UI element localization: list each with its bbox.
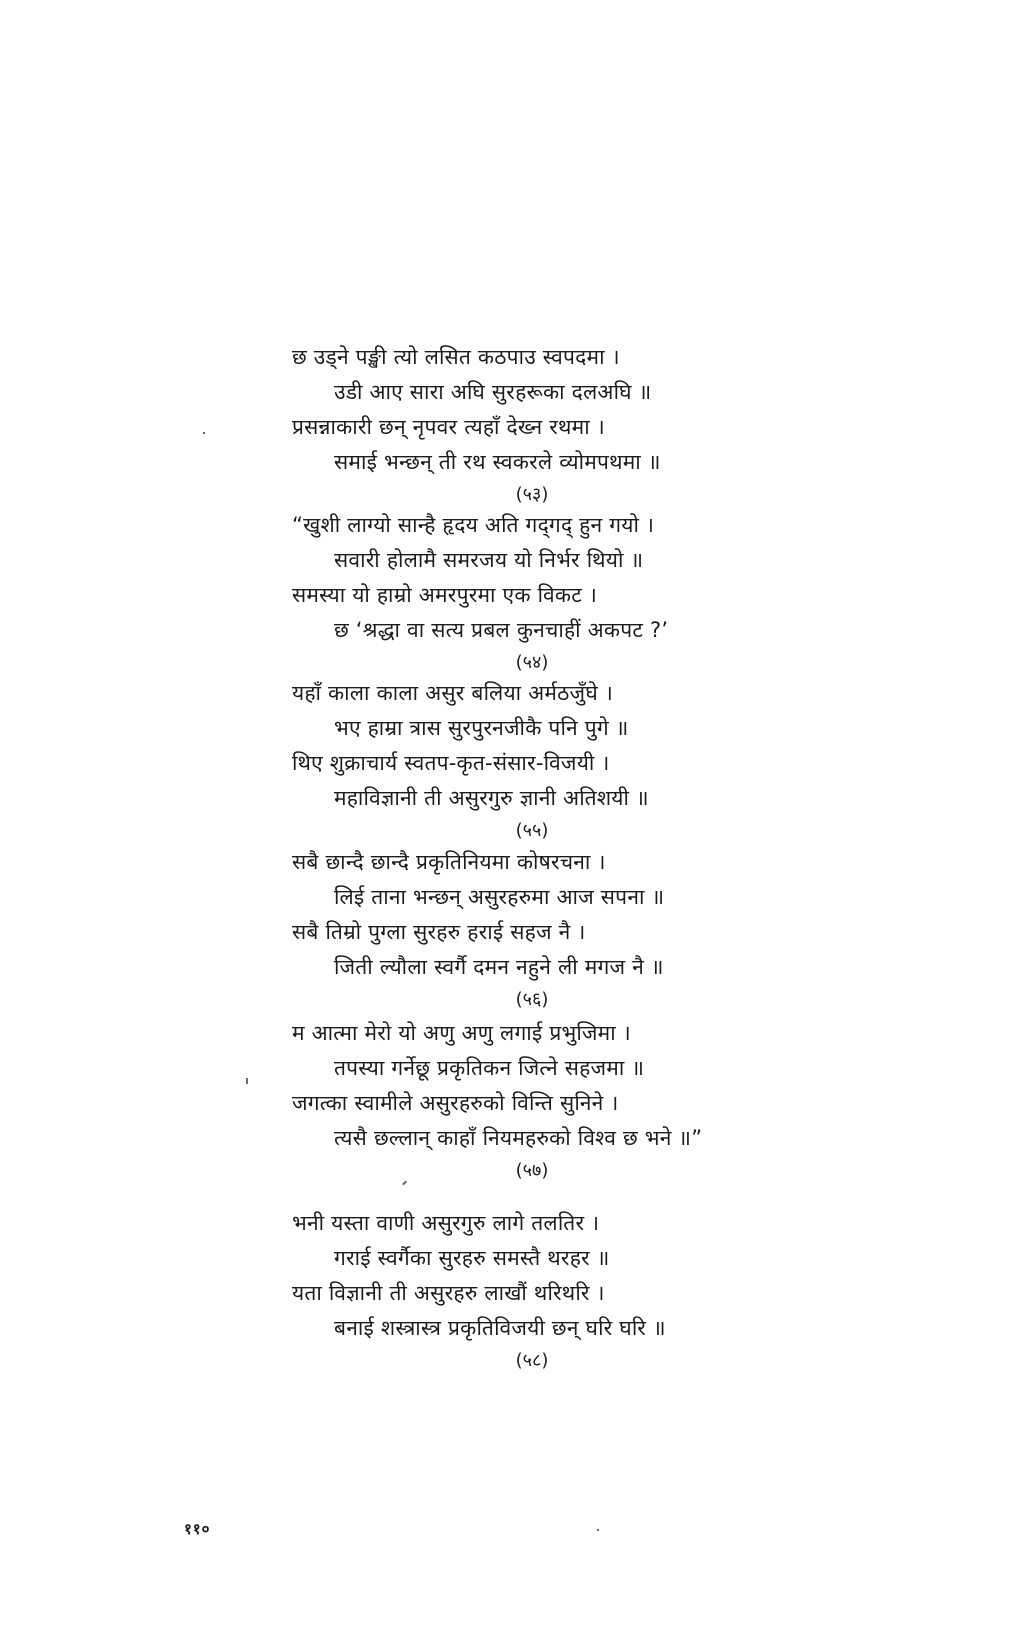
verse-line: सबै तिम्रो पुग्ला सुरहरु हराई सहज नै । [292,920,586,944]
scan-speck [246,1078,248,1084]
verse-line: महाविज्ञानी ती असुरगुरु ज्ञानी अतिशयी ॥ [334,786,649,810]
verse-line: तपस्या गर्नेछू प्रकृतिकन जित्ने सहजमा ॥ [334,1056,645,1080]
verse-line: त्यसै छल्लान् काहाँ नियमहरुको विश्व छ भने ॥” [334,1126,703,1150]
verse-line: भनी यस्ता वाणी असुरगुरु लागे तलतिर । [292,1211,600,1235]
verse-line: समाई भन्छन् ती रथ स्वकरले व्योमपथमा ॥ [334,450,661,474]
verse-line: सवारी होलामै समरजय यो निर्भर थियो ॥ [334,548,644,572]
verse-line: म आत्मा मेरो यो अणु अणु लगाई प्रभुजिमा । [292,1021,631,1045]
verse-line: सबै छान्दै छान्दै प्रकृतिनियमा कोषरचना । [292,850,606,874]
verse-line: उडी आए सारा अघि सुरहरूका दलअघि ॥ [334,380,652,404]
verse-number: (५८) [515,1350,549,1371]
scan-speck [597,1529,599,1531]
verse-number: (५५) [515,820,549,841]
verse-line: छ ‘श्रद्धा वा सत्य प्रबल कुनचाहीं अकपट ?’ [334,618,669,642]
verse-line: थिए शुक्राचार्य स्वतप-कृत-संसार-विजयी । [292,751,610,775]
verse-line: यहाँ काला काला असुर बलिया अर्मठजुँघे । [292,681,613,705]
verse-line: लिई ताना भन्छन् असुरहरुमा आज सपना ॥ [334,885,665,909]
verse-54 [292,508,812,678]
page-number: ११० [184,1520,211,1538]
verse-line: जगत्का स्वामीले असुरहरुको विन्ति सुनिने । [292,1091,619,1115]
verse-line: छ उड्ने पङ्खी त्यो लसित कठपाउ स्वपदमा । [292,345,620,369]
verse-line: “खुशी लाग्यो सान्है हृदय अति गद्‌गद् हुन गयो । [292,513,655,537]
verse-55 [292,676,812,846]
verse-line: प्रसन्नाकारी छन् नृपवर त्यहाँ देख्न रथमा । [292,415,605,439]
verse-number: (५७) [515,1160,549,1181]
verse-line: भए हाम्रा त्रास सुरपुरनजीकै पनि पुगे ॥ [334,716,629,740]
verse-number: (५३) [515,484,549,505]
scan-speck [203,432,205,434]
verse-53 [292,340,812,510]
verse-number: (५४) [515,652,549,673]
verse-58 [292,1206,812,1376]
verse-57 [292,1016,812,1186]
verse-line: यता विज्ञानी ती असुरहरु लाखौं थरिथरि । [292,1281,605,1305]
verse-line: जिती ल्यौला स्वर्गै दमन नहुने ली मगज नै ॥ [334,955,664,979]
verse-line: गराई स्वर्गैका सुरहरु समस्तै थरहर ॥ [334,1246,610,1270]
verse-line: बनाई शस्त्रास्त्र प्रकृतिविजयी छन् घरि घरि ॥ [334,1316,666,1340]
verse-line: समस्या यो हाम्रो अमरपुरमा एक विकट । [292,583,598,607]
verse-56 [292,845,812,1015]
verse-number: (५६) [515,989,549,1010]
